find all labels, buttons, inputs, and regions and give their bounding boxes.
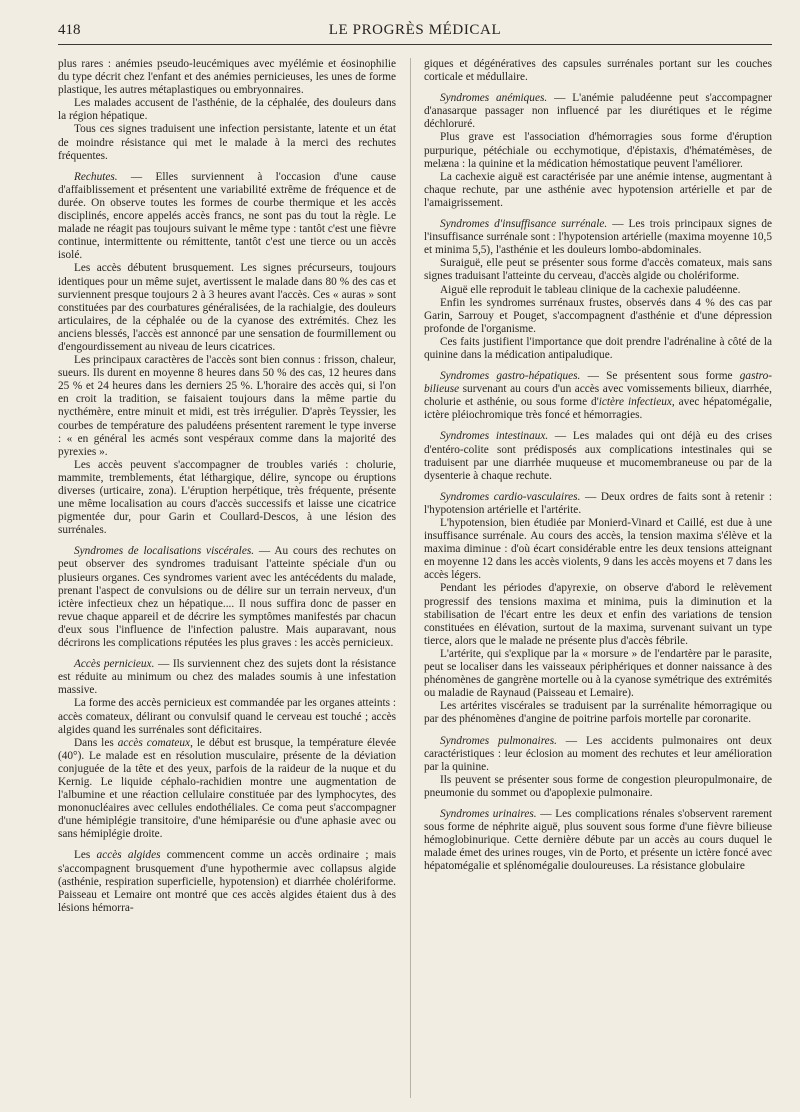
paragraph: Plus grave est l'association d'hémorragies sous forme d'éruption purpurique, pétéchiale ou ecchymotique, d'épistaxis, d'hématémèses, de melæna : la quinine et la médication hémostatique peuvent l'améliorer. (424, 131, 772, 170)
paragraph: Les principaux caractères de l'accès sont bien connus : frisson, chaleur, sueurs. Ils durent en moyenne 8 heures dans 50 % des cas, 12 heures dans 25 % et 24 heures dans les derniers 25 %. L'horaire des accès qui, si l'on en croit la tradition, se faisaient toujours dans la même partie du nycthémère, entre minuit et midi, est très irrégulier. D'après Teyssier, les courbes de température des paludéens présentent rarement le type inverse : « en général les acmés sont vespéraux comme dans la majorité des pyrexies ». (58, 354, 396, 458)
section-text: — Ils surviennent chez des sujets dont la résistance est réduite au minimum ou chez des malades soumis à une infestation massive. (58, 658, 396, 697)
italic-term: accès comateux (117, 736, 191, 749)
section-anemiques (424, 92, 772, 131)
section-text: — L'anémie paludéenne peut s'accompagner d'anasarque passager non influencé par les diurétiques et le régime déchloruré. (424, 92, 772, 131)
section-text: — Deux ordres de faits sont à retenir : l'hypotension artérielle et l'artérite. (424, 490, 772, 516)
paragraph: Les artérites viscérales se traduisent par la surrénalite hémorragique ou par des phénomènes d'angine de poitrine parfois mortelle par coronarite. (424, 700, 772, 726)
paragraph: plus rares : anémies pseudo-leucémiques avec myélémie et éosinophilie du type décrit chez l'enfant et des anémies pernicieuses, les unes de forme plastique, les autres métaplastiques ou embryonnaires. (58, 58, 396, 97)
section-cardio-vasculaires (424, 491, 772, 517)
paragraph: L'hypotension, bien étudiée par Monierd-Vinard et Caillé, est due à une insuffisance surrénale. Au cours des accès, la tension maxima s'élève et la maxima diminue : d'où écart considérable entre les deux tensions atteignant en moyenne 12 dans les accès violents, 9 dans les accès moyens et 7 dans les accès légers. (424, 517, 772, 582)
paragraph: giques et dégénératives des capsules surrénales portant sur les couches corticale et médullaire. (424, 58, 772, 84)
paragraph (58, 737, 396, 842)
section-text: — Les accidents pulmonaires ont deux caractéristiques : leur éclosion au moment des rechutes et leur amélioration par la quinine. (424, 734, 772, 773)
journal-title: LE PROGRÈS MÉDICAL (328, 22, 502, 38)
section-title: Syndromes de localisations viscérales. (74, 545, 255, 558)
section-localisations (58, 545, 396, 650)
paragraph: Enfin les syndromes surrénaux frustes, observés dans 4 % des cas par Garin, Sarrouy et Pouget, s'accompagnent d'asthénie et d'une dépression profonde de l'organisme. (424, 296, 772, 335)
section-rechutes (58, 171, 396, 263)
section-text: — Les trois principaux signes de l'insuffisance surrénale sont : l'hypotension artérielle (maxima moyenne 10,5 et minima 5,5), l'asthénie et les douleurs lombo-abdominales. (424, 218, 772, 257)
paragraph: L'artérite, qui s'explique par la « morsure » de l'endartère par le parasite, peut se localiser dans les vaisseaux périphériques et donner naissance à des phénomènes de gangrène mortelle ou à la cyanose symétrique des extrémités ou maladie de Raynaud (Paisseau et Lemaire). (424, 647, 772, 700)
paragraph: Ces faits justifient l'importance que doit prendre l'adrénaline à côté de la quinine dans la médication antipaludique. (424, 335, 772, 361)
section-pulmonaires (424, 735, 772, 774)
text-run: commencent comme un accès ordinaire ; mais s'accompagnent brusquement d'une hypothermie avec collapsus algide (asthénie, respiration superficielle, hypotension) et diarrhée cholériforme. Paisseau et Lemaire ont montré que ces accès algides étaient dus à des lésions hémorra- (58, 849, 396, 914)
paragraph: La cachexie aiguë est caractérisée par une anémie intense, augmentant à chaque rechute, par une asthénie avec hypotension artérielle et par de l'amaigrissement. (424, 170, 772, 209)
section-surrenale (424, 218, 772, 257)
section-title: Syndromes urinaires. (440, 807, 537, 820)
section-text: — Les malades qui ont déjà eu des crises d'entéro-colite sont prédisposés aux complications intestinales qui se traduisent par une diarrhée muqueuse et mucomembraneuse ou par de la dysenterie à chaque rechute. (424, 430, 772, 482)
section-pernicieux (58, 658, 396, 697)
column-divider (410, 58, 411, 1098)
section-gastro-hepatiques (424, 370, 772, 422)
italic-term: ictère infectieux (598, 396, 672, 409)
text-run: , avec hépatomégalie, ictère pléiochromique très foncé et hémorragies. (424, 396, 772, 422)
section-text: — Les complications rénales s'observent rarement sous forme de néphrite aiguë, plus souvent sous forme d'une fièvre bilieuse hémoglobinurique. Cette dernière débute par un accès au cours duquel le malade émet des urines rouges, vin de Porto, et présente un ictère foncé avec hépatomégalie et splénomégalie douloureuses. La résistance globulaire (424, 807, 772, 873)
section-text: — Au cours des rechutes on peut observer des syndromes traduisant l'atteinte spéciale d'un ou plusieurs organes. Ces syndromes varient avec les antécédents du malade, prenant l'aspect de convulsions ou de délire sur un terrain nerveux, d'un ictère infectieux chez un hépatique.... Il nous suffira donc de passer en revue chaque appareil et de décrire les symptômes manifestés par chacun d'eux sous l'influence de l'infection palustre. Mais auparavant, nous décrirons les complications réputées les plus graves : les accès pernicieux. (58, 545, 396, 650)
paragraph: Pendant les périodes d'apyrexie, on observe d'abord le relèvement progressif des tensions maxima et minima, puis la diminution et la stabilisation de l'écart entre les deux et enfin des variations de tension constituées en élévation, surtout de la maxima, survenant suivant un type tierce, alors que le malade ne présente plus d'accès fébrile. (424, 582, 772, 647)
text-run: Les (74, 849, 97, 862)
section-title: Syndromes gastro-hépatiques. (440, 370, 581, 383)
paragraph: Les malades accusent de l'asthénie, de la céphalée, des douleurs dans la région hépatique. (58, 97, 396, 123)
left-column (58, 58, 396, 1106)
paragraph: Suraiguë, elle peut se présenter sous forme d'accès comateux, mais sans signes traduisant l'atteinte du cerveau, d'accès algide ou cholériforme. (424, 257, 772, 283)
italic-term: gastro-bilieuse (424, 370, 772, 396)
section-text: — Elles surviennent à l'occasion d'une cause d'affaiblissement et présentent une variabilité extrême de fréquence et de durée. On observe toutes les formes de courbe thermique et les accès disciplinés, encore appelés accès francs, ne sont pas du tout la règle. Le malade ne réagit pas toujours suivant le même type : tantôt c'est une fièvre continue, intermittente ou rémittente, tantôt c'est une tierce ou un accès isolé. (58, 170, 396, 262)
paragraph: Aiguë elle reproduit le tableau clinique de la cachexie paludéenne. (440, 283, 741, 296)
section-intestinaux (424, 430, 772, 482)
paragraph: Les accès débutent brusquement. Les signes précurseurs, toujours identiques pour un même sujet, avertissent le malade dans 80 % des cas et surviennent presque toujours 2 à 3 heures avant l'accès. Ces « auras » sont constituées par des courbatures généralisées, de la rachialgie, des douleurs articulaires, de la céphalée ou de la cyanose des extrémités. Chez les anciens blessés, l'accès est annoncé par une sensation de fourmillement ou d'engourdissement au niveau de leurs cicatrices. (58, 262, 396, 353)
paragraph: Les accès peuvent s'accompagner de troubles variés : cholurie, mammite, tremblements, état léthargique, délire, syncope ou éruptions diverses (urticaire, zona). L'éruption herpétique, très fréquente, présente une même localisation au cours d'accès successifs et laisse une cicatrice pigmentée dur, pour Garin et Coullard-Descos, à une lésion des surrénales. (58, 458, 396, 537)
text-run: Dans les (74, 736, 118, 749)
section-title: Syndromes anémiques. (440, 92, 548, 105)
paragraph (58, 849, 396, 914)
italic-term: accès algides (96, 849, 161, 862)
section-title: Syndromes cardio-vasculaires. (440, 490, 581, 503)
right-column (424, 58, 772, 1106)
paragraph: Tous ces signes traduisent une infection persistante, latente et un état de moindre résistance qui met le malade à la merci des rechutes fréquentes. (58, 123, 396, 162)
text-run: — Se présentent sous forme (580, 370, 740, 383)
section-title: Rechutes. (74, 170, 118, 183)
paragraph: La forme des accès pernicieux est commandée par les organes atteints : accès comateux, délirant ou convulsif quand le cerveau est touché ; accès algides quand les surrénales sont déficitaires. (58, 697, 396, 736)
section-title: Accès pernicieux. (74, 658, 155, 671)
text-run: , le début est brusque, la température élevée (40°). Le malade est en résolution musculaire, présente de la déviation conjuguée de la tête et des yeux, parfois de la raideur de la nuque et du Kernig. Le liquide céphalo-rachidien montre une augmentation de l'albumine et une réaction cellulaire constituée par des lymphocytes, des mononucléaires avec cellules endothéliales. Ce coma peut s'accompagner d'une hémiplégie transitoire, d'une hémiparésie ou d'une aphasie avec ou sans hémiplégie droite. (58, 736, 396, 841)
page-number: 418 (58, 22, 81, 38)
text-run: survenant au cours d'un accès avec vomissements bilieux, diarrhée, cholurie et asthénie, ou sous forme d' (424, 383, 772, 409)
section-title: Syndromes pulmonaires. (440, 734, 557, 747)
page-header (58, 22, 772, 45)
section-urinaires (424, 808, 772, 873)
section-title: Syndromes intestinaux. (440, 430, 549, 443)
paragraph: Ils peuvent se présenter sous forme de congestion pleuropulmonaire, de pneumonie du sommet ou d'apoplexie pulmonaire. (424, 773, 772, 799)
section-title: Syndromes d'insuffisance surrénale. (440, 218, 608, 231)
